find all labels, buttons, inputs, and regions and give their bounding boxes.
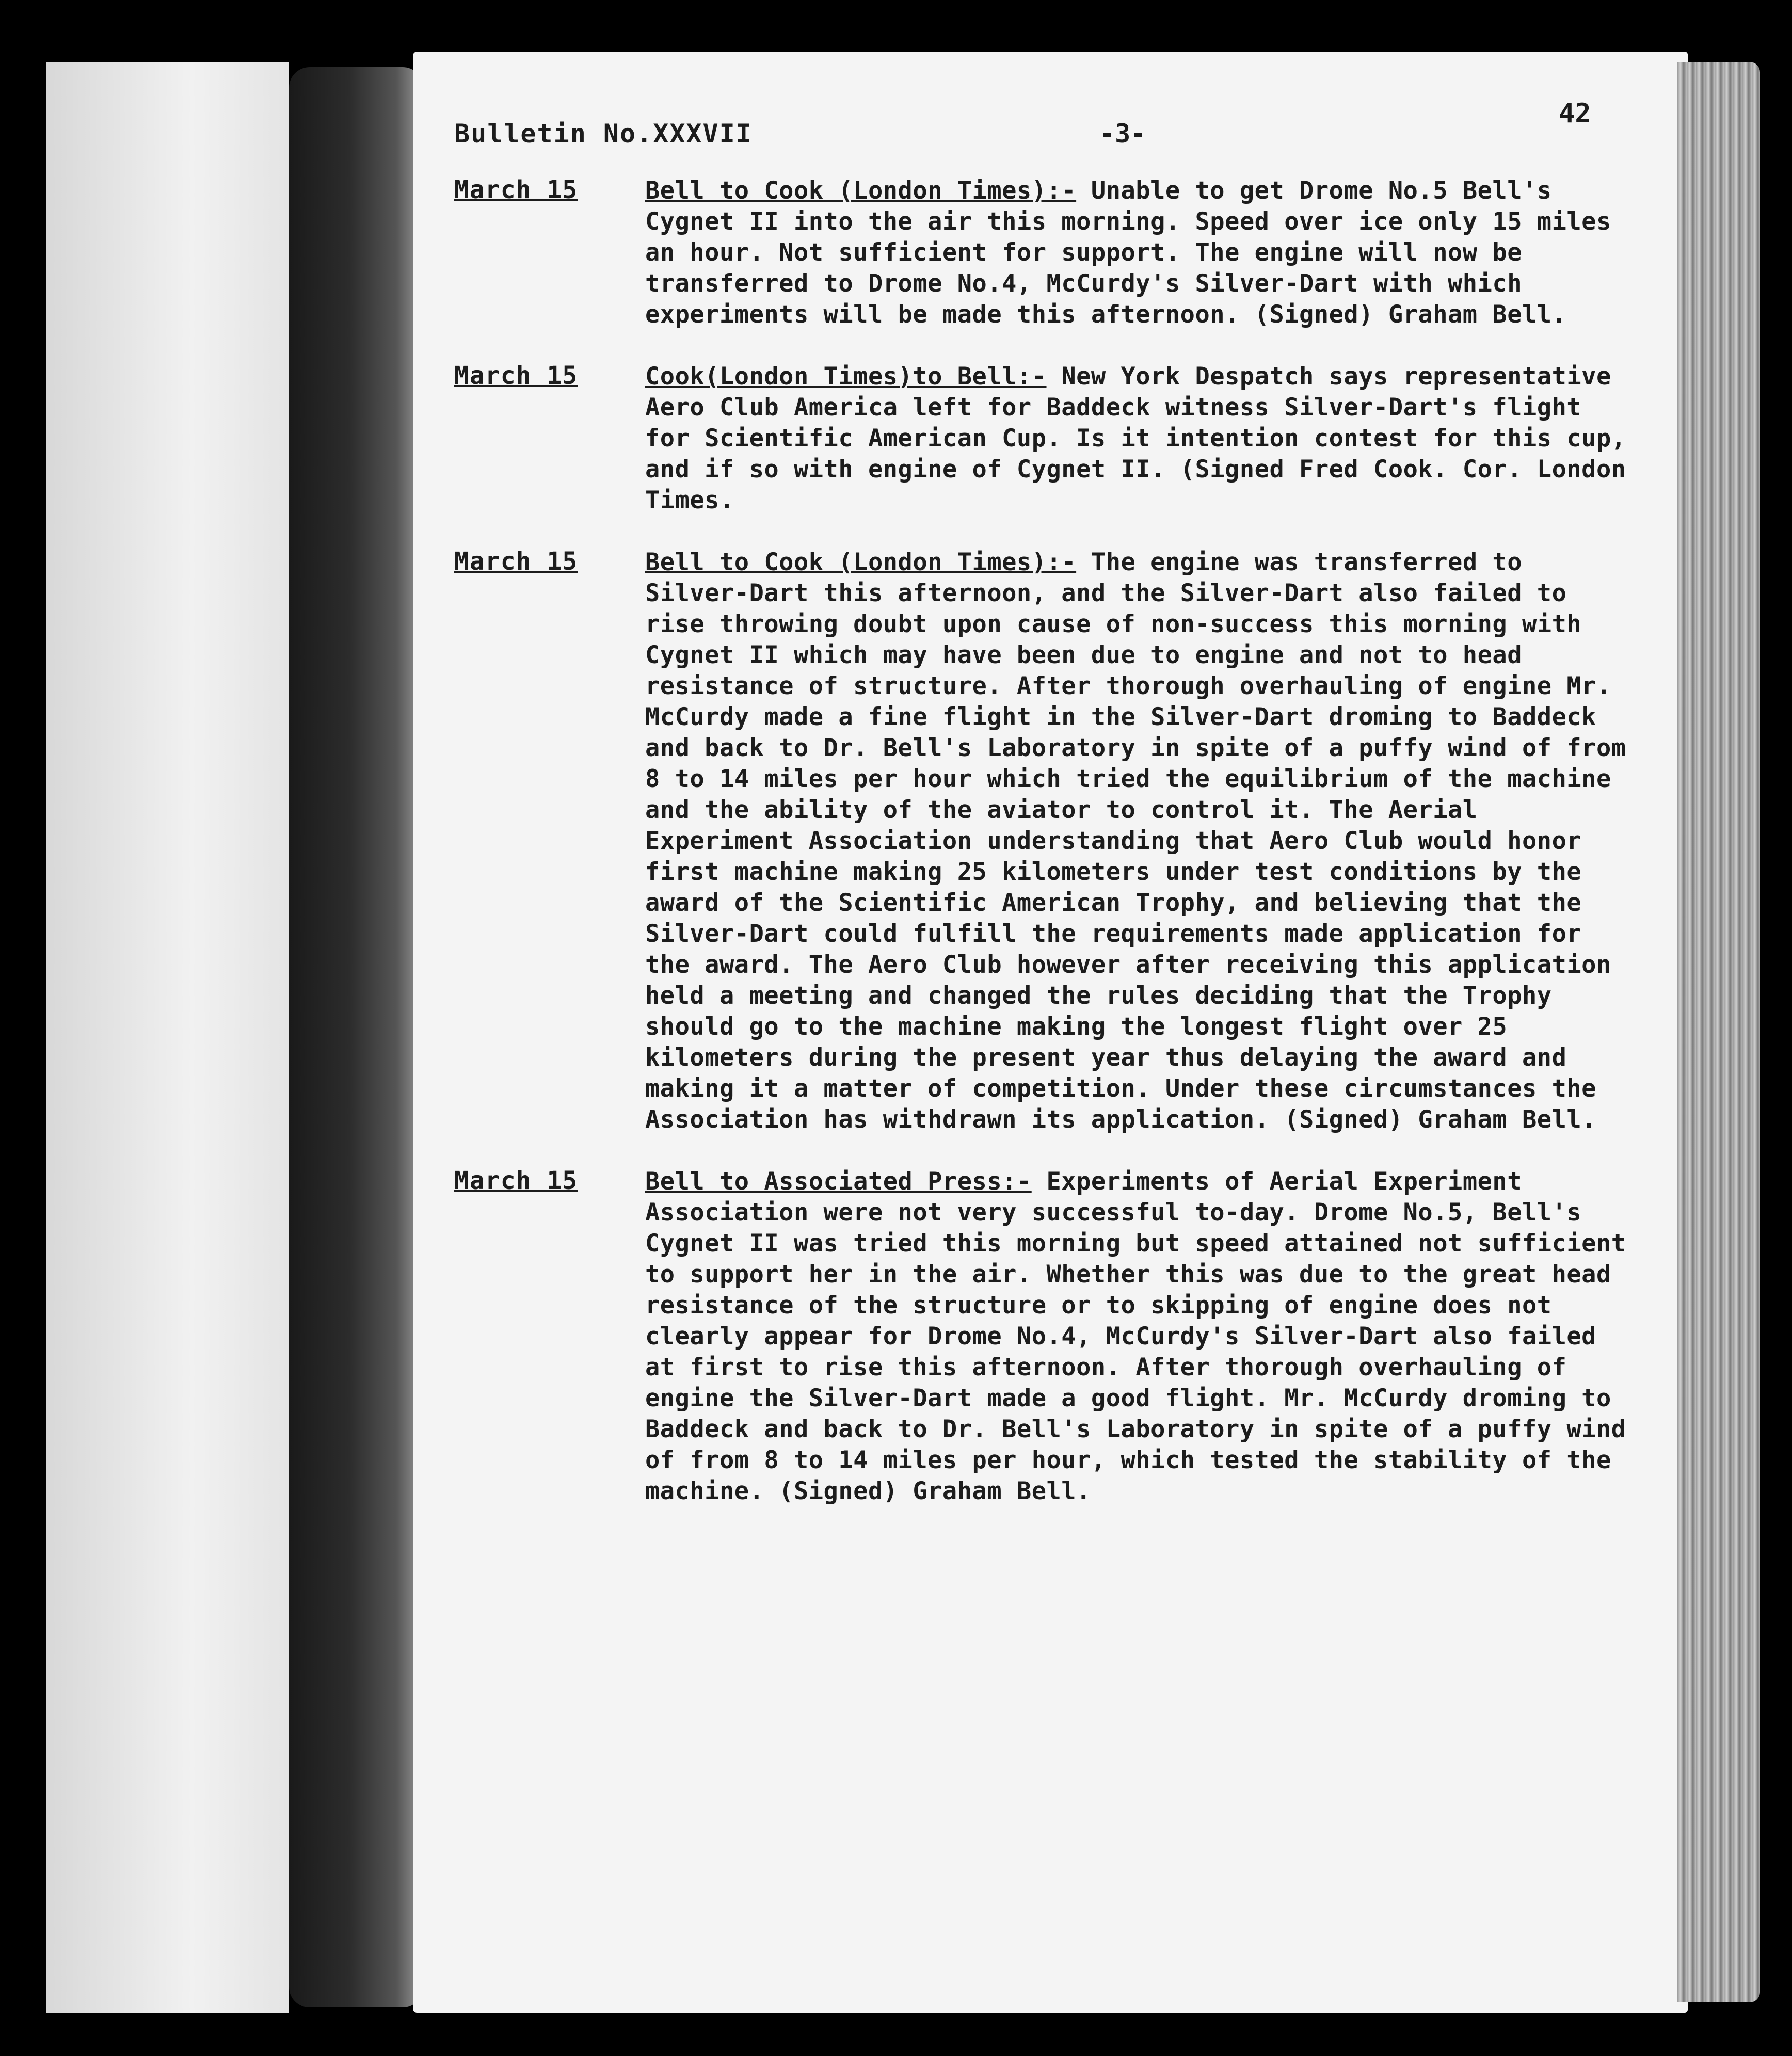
telegram-entry-2: [454, 361, 1631, 516]
entry-body: [645, 361, 1631, 516]
bulletin-label: Bulletin No.XXXVII: [454, 119, 753, 149]
entry-body: [645, 1166, 1631, 1507]
left-facing-page: [46, 62, 289, 2013]
page-edges: [1677, 62, 1760, 2002]
entry-text: Experiments of Aerial Experiment Association were not very successful to-day. Drome No.5, Bell's Cygnet II was tried this morning but speed attained not sufficient to support her in the air. Whether this was due to the great head resistance of the structure or to skipping of engine does not clearly appear for Drome No.4, McCurdy's Silver-Dart also failed at first to rise this afternoon. After thorough overhauling of engine the Silver-Dart made a good flight. Mr. McCurdy droming to Baddeck and back to Dr. Bell's Laboratory in spite of a puffy wind of from 8 to 14 miles per hour, which tested the stability of the machine. (Signed) Graham Bell.: [645, 1167, 1626, 1505]
entry-date: March 15: [454, 175, 578, 204]
entry-text: Unable to get Drome No.5 Bell's Cygnet II into the air this morning. Speed over ice only 15 miles an hour. Not sufficient for support. The engine will now be transferred to Drome No.4, McCurdy's Silver-Dart with which experiments will be made this afternoon. (Signed) Graham Bell.: [645, 176, 1611, 329]
book-gutter: [289, 67, 423, 2007]
entry-date: March 15: [454, 1166, 578, 1195]
entry-heading: Bell to Cook (London Times):-: [645, 548, 1077, 576]
telegram-entry-1: [454, 175, 1631, 330]
page-header: [454, 93, 1631, 155]
entry-date: March 15: [454, 547, 578, 576]
page-marker: -3-: [1099, 119, 1146, 149]
entry-heading: Cook(London Times)to Bell:-: [645, 362, 1047, 391]
entry-heading: Bell to Cook (London Times):-: [645, 176, 1077, 205]
entry-date: March 15: [454, 361, 578, 390]
page-content: [454, 93, 1631, 1538]
telegram-entry-3: [454, 547, 1631, 1135]
entry-text: New York Despatch says representative Aero Club America left for Baddeck witness Silver-Dart's flight for Scientific American Cup. Is it intention contest for this cup, and if so with engine of Cygnet II. (Signed Fred Cook. Cor. London Times.: [645, 362, 1626, 515]
entry-text: The engine was transferred to Silver-Dart this afternoon, and the Silver-Dart also failed to rise throwing doubt upon cause of non-success this morning with Cygnet II which may have been due to engine and not to head resistance of structure. After thorough overhauling of engine Mr. McCurdy made a fine flight in the Silver-Dart droming to Baddeck and back to Dr. Bell's Laboratory in spite of a puffy wind of from 8 to 14 miles per hour which tried the equilibrium of the machine and the ability of the aviator to control it. The Aerial Experiment Association understanding that Aero Club would honor first machine making 25 kilometers under test conditions by the award of the Scientific American Trophy, and believing that the Silver-Dart could fulfill the requirements made application for the award. The Aero Club however after receiving this application held a meeting and changed the rules deciding that the Trophy should go to the machine making the longest flight over 25 kilometers during the present year thus delaying the award and making it a matter of competition. Under these circumstances the Association has withdrawn its application. (Signed) Graham Bell.: [645, 548, 1626, 1134]
entry-heading: Bell to Associated Press:-: [645, 1167, 1032, 1196]
entry-body: [645, 547, 1631, 1135]
entry-body: [645, 175, 1631, 330]
telegram-entry-4: [454, 1166, 1631, 1507]
page-number: 42: [1559, 98, 1591, 129]
